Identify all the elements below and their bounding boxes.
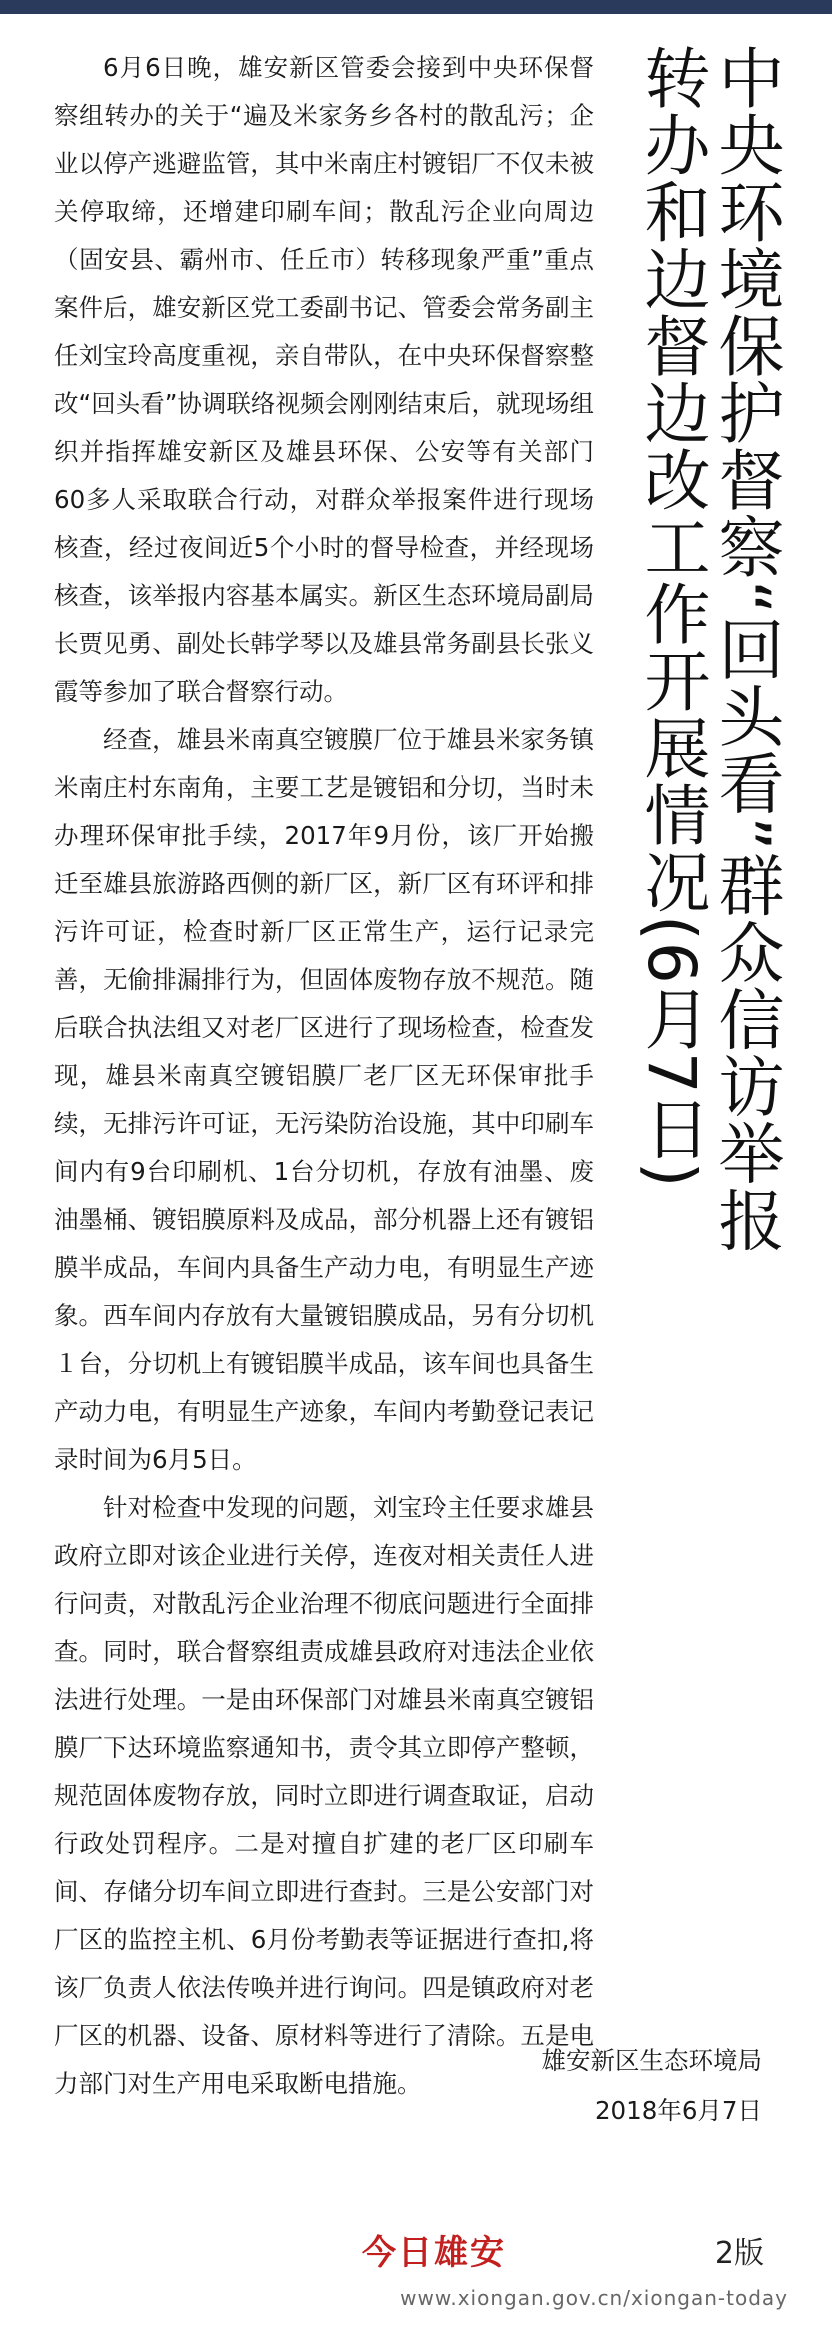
article-body [54,44,594,2108]
signature-block [542,2036,763,2136]
vertical-title [633,44,784,1254]
today-xiongan-logo: 今日雄安 [362,2233,506,2273]
title-line-2: 转办和边督边改工作开展情况(6月7日) [633,44,711,1189]
page-number: 2版 [714,2236,764,2271]
paragraph-1: 6月6日晚，雄安新区管委会接到中央环保督察组转办的关于“遍及米家务乡各村的散乱污；企业以停产逃避监管，其中米南庄村镀铝厂不仅未被关停取缔，还增建印刷车间；散乱污企业向周边（固安县、霸州市、任丘市）转移现象严重”重点案件后，雄安新区党工委副书记、管委会常务副主任刘宝玲高度重视，亲自带队，在中央环保督察整改“回头看”协调联络视频会刚刚结束后，就现场组织并指挥雄安新区及雄县环保、公安等有关部门60多人采取联合行动，对群众举报案件进行现场核查，经过夜间近5个小时的督导检查，并经现场核查，该举报内容基本属实。新区生态环境局副局长贾见勇、副处长韩学琴以及雄县常务副县长张义霞等参加了联合督察行动。 [54,53,594,706]
site-url[interactable]: www.xiongan.gov.cn/xiongan-today [400,2286,788,2310]
title-line-1: 中央环境保护督察“回头看”群众信访举报 [707,44,784,1254]
signature-org: 雄安新区生态环境局 [541,2046,762,2075]
paragraph-3: 针对检查中发现的问题，刘宝玲主任要求雄县政府立即对该企业进行关停，连夜对相关责任人进行问责，对散乱污企业治理不彻底问题进行全面排查。同时，联合督察组责成雄县政府对违法企业依法进行处理。一是由环保部门对雄县米南真空镀铝膜厂下达环境监察通知书，责令其立即停产整顿，规范固体废物存放，同时立即进行调查取证，启动行政处罚程序。二是对擅自扩建的老厂区印刷车间、存储分切车间立即进行查封。三是公安部门对厂区的监控主机、6月份考勤表等证据进行查扣,将该厂负责人依法传唤并进行询问。四是镇政府对老厂区的机器、设备、原材料等进行了清除。五是电力部门对生产用电采取断电措施。 [54,1493,594,2098]
signature-date: 2018年6月7日 [594,2096,762,2125]
paragraph-2: 经查，雄县米南真空镀膜厂位于雄县米家务镇米南庄村东南角，主要工艺是镀铝和分切，当时未办理环保审批手续，2017年9月份，该厂开始搬迁至雄县旅游路西侧的新厂区，新厂区有环评和排污许可证，检查时新厂区正常生产，运行记录完善，无偷排漏排行为，但固体废物存放不规范。随后联合执法组又对老厂区进行了现场检查，检查发现，雄县米南真空镀铝膜厂老厂区无环保审批手续，无排污许可证，无污染防治设施，其中印刷车间内有9台印刷机、1台分切机，存放有油墨、废油墨桶、镀铝膜原料及成品，部分机器上还有镀铝膜半成品，车间内具备生产动力电，有明显生产迹象。西车间内存放有大量镀铝膜成品，另有分切机１台，分切机上有镀铝膜半成品，该车间也具备生产动力电，有明显生产迹象，车间内考勤登记表记录时间为6月5日。 [54,725,594,1474]
top-accent-bar [0,0,832,14]
